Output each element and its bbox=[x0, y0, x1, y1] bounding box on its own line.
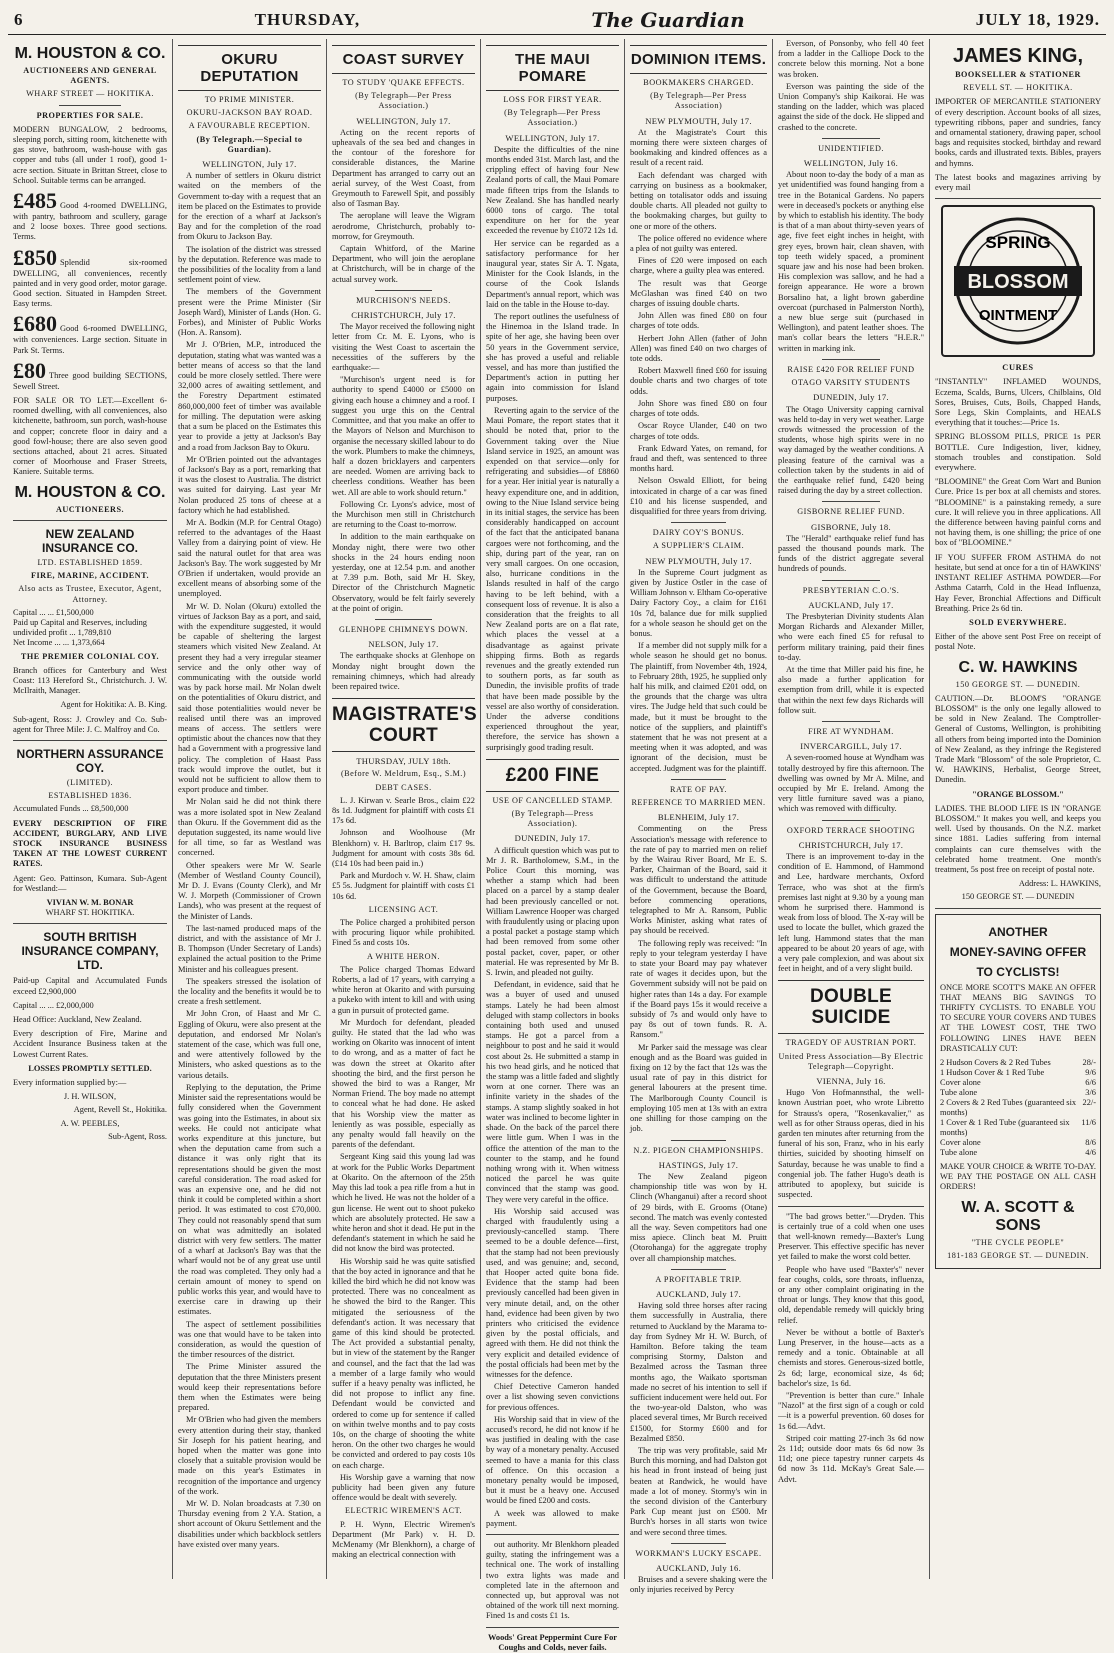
fine-para-5: His Worship said that in view of the accused's record, he did not know if he was justified in dealing with the case by way of a monetary penalty. Accused seemed to have a mania for this class of offence. On this occasion a monetary penalty would be imposed, but it must be a heavy one. Accused would be fined £200 and costs. bbox=[486, 1414, 619, 1506]
baxter-para-2: People who have used "Baxter's" never fear coughs, colds, sore throats, influenza, or any other complaint originating in the throat or lungs. They know that this good, old, dependable remedy will quickly bring relief. bbox=[778, 1264, 924, 1325]
price-row bbox=[940, 1138, 1096, 1148]
dominion-para-6: John Allen was fined £80 on four charges of tote odds. bbox=[630, 311, 767, 331]
nz-insurance-title: NEW ZEALAND INSURANCE CO. bbox=[41, 526, 138, 555]
property-5 bbox=[13, 357, 167, 392]
auckland-dateline-2: AUCKLAND, July 16. bbox=[655, 1563, 742, 1574]
maui-para-2: Her service can be regarded as a satisfactory performance for her inaugural year, states Sir A. T. Ngata, Minister for the Cook Islands, in the course of the Cook Islands Department's annual report, which was laid on the table in the House to-day. bbox=[486, 238, 619, 309]
south-british-agent-1-addr: Agent, Revell St., Hokitika. bbox=[73, 1105, 167, 1115]
columns bbox=[8, 39, 1106, 1652]
maui-para-4: Reverting again to the service of the Maui Pomare, the report states that it should be noted that, prior to the Government taking over the Niue Island service in 1925, an amount was expended on that service—only for refrigerating and subsidies—of £8860 for a year. Her initial year is naturally a heavy expenditure one, and in addition, owing to the Niue Island service being in its initial stages, the service has been considerably handicapped on account of the fact that the anticipated banana cargoes were not forthcoming, and the ship, during part of the year, ran on very small cargoes. On one occasion, also, hurricane conditions in the Islands resulted in half of the cargo having to be left behind, with a consequent loss of revenue. It is also a consideration that the freights to all New Zealand ports are on a flat rate, which places the vessel at a disadvantage as against private shipping firms. Both as regards revenues and the greatly extended run to southern ports, as far south as Dunedin, the invisible profits of trade that have been made possible by the vessel are also worthy of consideration. Under the adverse conditions experienced throughout the year, therefore, the service has shown a surprisingly good trading result. bbox=[486, 405, 619, 752]
property-3 bbox=[13, 244, 167, 310]
presbyterian-para-1: The Presbyterian Divinity students Alan Morgan Richards and Alexander Miller, who were each fined £5 for refusal to perform military training, paid their fines to-day. bbox=[778, 611, 924, 662]
court-para-3: Park and Murdoch v. W. H. Shaw, claim £5 5s. Judgment for plaintiff with costs £1 10s 6d. bbox=[332, 871, 475, 901]
blossom-emblem-icon bbox=[948, 212, 1088, 350]
coast-para-6: Following Cr. Lyons's advice, most of the Murchison men still in Christchurch are returning to the Coast to-morrow. bbox=[332, 499, 475, 530]
property-1: MODERN BUNGALOW, 2 bedrooms, sleeping porch, sitting room, kitchenette with gas stove, bathroom, wash-house with gas copper and tubs (all under 1 roof), good 1-acre section. Situate in Brittan Street, close to School. Suitable terms can be arranged. bbox=[13, 124, 167, 185]
licensing-sub: LICENSING ACT. bbox=[368, 904, 439, 914]
asthma-ad: IF YOU SUFFER FROM ASTHMA do not hesitate, but send at once for a tin of HAWKINS' INSTANT RELIEF ASTHMA POWDER—For Asthma Catarrh, Cold in the Head Influenza, Hay Fever, Bronchial Affections and Difficult Breathing. Price 2s 6d tin. bbox=[935, 552, 1101, 613]
price-item: 1 Hudson Cover & 1 Red Tube bbox=[940, 1068, 1045, 1077]
scott-address: 181-183 GEORGE ST. — DUNEDIN. bbox=[947, 1250, 1089, 1260]
magistrates-before: (Before W. Meldrum, Esq., S.M.) bbox=[340, 769, 467, 779]
nz-insurance-capital: Capital ... ... £1,500,000 bbox=[13, 607, 94, 617]
premier-colonial: THE PREMIER COLONIAL COY. bbox=[20, 651, 160, 661]
south-british-title: SOUTH BRITISH INSURANCE COMPANY, LTD. bbox=[21, 930, 159, 973]
presbyterian-sub: PRESBYTERIAN C.O.'S. bbox=[802, 585, 900, 595]
gisborne-sub: GISBORNE RELIEF FUND. bbox=[797, 507, 905, 517]
cures-heading: CURES bbox=[1002, 363, 1034, 373]
okuru-para-11: The speakers stressed the isolation of the locality and the benefits it would be to create a fresh settlement. bbox=[178, 976, 321, 1007]
post-free: Either of the above sent Post Free on receipt of postal Note. bbox=[935, 632, 1101, 652]
presbyterian-dateline: AUCKLAND, July 17. bbox=[808, 599, 894, 610]
price-value: 3/6 bbox=[1085, 1088, 1096, 1097]
scott-write-today: MAKE YOUR CHOICE & WRITE TO-DAY. WE PAY THE POSTAGE ON ALL CASH ORDERS! bbox=[940, 1162, 1096, 1192]
maui-pomare-dateline: WELLINGTON, July 17. bbox=[505, 132, 600, 143]
fine-para-1: A difficult question which was put to Mr J. R. Bartholomew, S.M., in the Police Court this morning, was whether a stamp which had been placed on a parcel by a stamp dealer had been previously cancelled or not. William Lawrence Hooper was charged with fraudulently using or placing upon a postal packet a postage stamp which had been removed from some other postal packet, cover, paper, or other material. He was represented by Mr B. S. Irwin, and pleaded not guilty. bbox=[486, 845, 619, 978]
oxford-para: There is an improvement to-day in the condition of E. Hammond, of Hammond and Lee, hardware merchants, Oxford Terrace, who was shot at the firm's premises last night at 9.30 by a young man whom he surprised there. Hammond is weak from loss of blood. The X-ray will be used to locate the bullet, which grazed the left lung. Hammond states that the man appeared to be about 20 years of age, with a very pale complexion, and was about six feet in height, and of a very slight build. bbox=[778, 852, 924, 974]
magistrates-dateline: THURSDAY, JULY 18th. bbox=[356, 756, 451, 767]
wiremen-sub: ELECTRIC WIREMEN'S ACT. bbox=[344, 1506, 463, 1516]
price-item: Tube alone bbox=[940, 1088, 978, 1097]
okuru-para-2: The isolation of the district was stressed by the deputation. Reference was made to the possibilities of the locality from a land settlement point of view. bbox=[178, 244, 321, 285]
coast-para-2: The aeroplane will leave the Wigram aerodrome, Christchurch, probably to-morrow, for Greymouth. bbox=[332, 211, 475, 241]
james-king-latest: The latest books and magazines arriving by every mail bbox=[935, 172, 1101, 193]
dominion-para-14: If a member did not supply milk for a whole season he should get no bonus. The plaintiff, from November 4th, 1924, to February 28th, 1925, he supplied only half his milk, and claimed £201 odd, on the grounds that the charge was ultra vires. The Judge held that such could be made, but it must be brought to the notice of the suppliers, and plaintiff's statement that he was not present at a meeting when it was adopted, and was ignorant of the decision, must be accepted. Judgment was for the plaintiff. bbox=[630, 641, 767, 773]
price-row bbox=[940, 1098, 1096, 1118]
property-4 bbox=[13, 313, 167, 355]
okuru-para-5: Mr O'Brien pointed out the advantages of Jackson's Bay as a port, remarking that it was the closest to Australia. The district was suited for dairying. Last year Mr Nolan produced 25 tons of cheese at a factory which he had established. bbox=[178, 454, 321, 515]
hawkins-address-street: 150 GEORGE ST. — DUNEDIN bbox=[961, 892, 1075, 902]
northern-agent: Agent: Geo. Pattinson, Kumara. Sub-Agent for Westland:— bbox=[13, 873, 167, 893]
vivian-address: WHARF ST. HOKITIKA. bbox=[45, 908, 135, 918]
masthead-date: JULY 18, 1929. bbox=[975, 10, 1100, 29]
okuru-para-14: The aspect of settlement possibilities was one that would have to be taken into consideration, as would the question of the timber resources of the district. bbox=[178, 1319, 321, 1360]
vienna-para: Hugo Von Hofmannsthal, the well-known Austrian poet, who wrote Libretto for Strauss's opera, "Rosenkavalier," as well as for other Strauss operas, died in his garden ten minutes after returning from the funeral of his son, Franz, who in his early thirties, suicided by shooting himself on Saturday, because he was unable to find a congenial job. The father Hugo's death is attributed to apoplexy, but suicide is suspected. bbox=[778, 1088, 924, 1200]
south-british-funds: Paid-up Capital and Accumulated Funds exceed £2,900,000 bbox=[13, 976, 167, 996]
ladies-para: LADIES. THE BLOOD LIFE IS IN "ORANGE BLOSSOM." It makes you well, and keeps you well. Used by thousands. On the N.Z. market since 1881. Ladies suffering from internal complaints can cure themselves with the celebrated home treatment. One month's treatment, 5s post free on receipt of postal note. bbox=[935, 803, 1101, 874]
price-item: Cover alone bbox=[940, 1138, 981, 1147]
nz-insurance-est: LTD. ESTABLISHED 1859. bbox=[37, 557, 143, 567]
nz-insurance-branch: Branch offices for Canterbury and West Coast: 113 Hereford St., Christchurch. J. W. McIlraith, Manager. bbox=[13, 665, 167, 696]
column-7 bbox=[930, 39, 1106, 1579]
dominion-para-16: The following reply was received: "In reply to your telegram yesterday I have to state your Board may pay whatever rate of wages it decides upon, but the Government subsidy will not be paid on higher rates than 14s a day. For example if the Board pays 15s it would receive a subsidy of 7s and would only have to pay 8s out of town funds. R. A. Ransom." bbox=[630, 938, 767, 1040]
properties-heading: PROPERTIES FOR SALE. bbox=[36, 110, 144, 120]
scott-heading-2: MONEY-SAVING OFFER bbox=[949, 944, 1087, 959]
caution-para: CAUTION.—Dr. BLOOM'S "ORANGE BLOSSOM" is the only one legally allowed to be sold in New Zealand. The Comptroller-General of Customs, Wellington, is prohibiting all others from being imported into the Dominion of New Zealand, as they infringe the Registered Trade Mark "Blossom" of the sole Proprietor, C. W. HAWKINS, Herbalist, George Street, Dunedin. bbox=[935, 693, 1101, 785]
column-5 bbox=[625, 39, 773, 1595]
property-2 bbox=[13, 190, 167, 243]
scott-cycle-ad bbox=[935, 914, 1101, 1269]
nz-insurance-fire: FIRE, MARINE, ACCIDENT. bbox=[30, 571, 150, 581]
wyndham-para: A seven-roomed house at Wyndham was totally destroyed by fire this afternoon. The dwelling was owned by Mr A. Milne, and occupied by Mr E. Ireland. Among the very little furniture saved was a piano, which was removed with difficulty. bbox=[778, 753, 924, 814]
okuru-sub-3: A FAVOURABLE RECEPTION. bbox=[188, 121, 311, 131]
gisborne-dateline: GISBORNE, July 18. bbox=[811, 521, 891, 532]
price-value: 22/- bbox=[1082, 1098, 1096, 1107]
dominion-para-5: The result was that George McGlashan was fined £40 on two charges of issuing double charts. bbox=[630, 278, 767, 309]
page-number: 6 bbox=[14, 10, 24, 29]
okuru-para-8: Mr Nolan said he did not think there was a more isolated spot in New Zealand than Okuru. If the Government did as the deputation suggested, its name would live for all time, so far as Westland was concerned. bbox=[178, 797, 321, 858]
price-row bbox=[940, 1088, 1096, 1098]
price-row bbox=[940, 1148, 1096, 1158]
james-king-address: REVELL ST. — HOKITIKA. bbox=[963, 83, 1073, 93]
okuru-para-9: Other speakers were Mr W. Searle (Member of Westland County Council), Mr D. J. Evans (County Clerk), and Mr W. J. Morpeth (Commissioner of Crown Lands), who was present at the request of the Minister of Lands. bbox=[178, 860, 321, 921]
otago-students-sub: OTAGO VARSITY STUDENTS bbox=[791, 378, 911, 388]
south-british-agent-2-addr: Sub-Agent, Ross. bbox=[108, 1131, 167, 1141]
glenhope-sub: GLENHOPE CHIMNEYS DOWN. bbox=[338, 624, 469, 634]
escape-para-1: Everson, of Ponsonby, who fell 40 feet from a ladder in the Calliope Dock to the concrete below this morning. Not a bone was broken. bbox=[778, 39, 924, 79]
houston-subtitle: AUCTIONEERS AND GENERAL AGENTS. bbox=[23, 66, 157, 86]
south-british-office: Head Office: Auckland, New Zealand. bbox=[13, 1014, 142, 1024]
dominion-para-2: Each defendant was charged with carrying on business as a bookmaker, betting on totalisator odds and issuing double charts. All pleaded not guilty to the bookmaking charges, but guilty to one or more of the others. bbox=[630, 170, 767, 231]
unidentified-para: About noon to-day the body of a man as yet unidentified was found hanging from a tree in the Botanical Gardens. No papers were in deceased's pockets or anything else by which to establish his identity. The body is that of a man about thirty-seven years of age, five feet eight inches in height, with grey eyes, brown hair, clean shaven, with top teeth widely spaced, a prominent square jaw and his nose had been broken. His complexion was sallow, and he had a foreign appearance. He wore a brown Borsalino hat, a light brown gaberdine overcoat (purchased in Palmerston North), a new blue serge suit (purchased in Wellington), and patent leather shoes. The man's collar bears the letters "H.E.R." written in marking ink. bbox=[778, 170, 924, 353]
auckland-dateline: AUCKLAND, July 17. bbox=[655, 1288, 742, 1299]
dominion-para-21: Bruises and a severe shaking were the only injuries received by Percy bbox=[630, 1575, 767, 1595]
woods-peppermint-ad: Woods' Great Peppermint Cure For Coughs and Colds, never fails. bbox=[487, 1632, 618, 1652]
james-king-sub: BOOKSELLER & STATIONER bbox=[955, 70, 1081, 79]
coast-survey-sub: TO STUDY 'QUAKE EFFECTS. bbox=[342, 78, 465, 87]
okuru-sub-1: TO PRIME MINISTER. bbox=[204, 95, 295, 104]
profitable-trip-sub: A PROFITABLE TRIP. bbox=[655, 1274, 742, 1284]
south-british-agent-1: J. H. WILSON, bbox=[63, 1092, 117, 1102]
vivian-name: VIVIAN W. M. BONAR bbox=[46, 897, 134, 907]
price-value: 8/6 bbox=[1085, 1138, 1096, 1147]
blossom-cures: "INSTANTLY" INFLAMED WOUNDS, Eczema, Scalds, Burns, Ulcers, Chilblains, Old Sores, Bruises, Cuts, Boils, Chapped Hands, Sore Legs, Skin Complaints, and HEALS everything that it touches:—Price 1s. bbox=[935, 377, 1101, 428]
scott-subtitle: "THE CYCLE PEOPLE" bbox=[971, 1237, 1065, 1247]
okuru-para-7: Mr W. D. Nolan (Okuru) extolled the virtues of Jackson Bay as a port, and said, with the expenditure suggested, it would be capable of sheltering the largest steamers which visited New Zealand. At present they had a very irregular steamer service and the only other way of communicating with the outside world was by pack horse mail. Mr Nolan dwelt on the potentialities of Okuru district, and said those potentialities would never be realised until there was an improved means of access. The settlers were optimistic about the chances now that they had a Government with a progressive land policy. The completion of Haast Pass track would improve the outlet, but it would not be sufficient to allow them to export produce and timber. bbox=[178, 601, 321, 795]
coast-para-3: Captain Whitford, of the Marine Department, who will join the aeroplane at Christchurch, will be in charge of the actual survey work. bbox=[332, 244, 475, 284]
dairy-bonus-sub: DAIRY COY'S BONUS. bbox=[652, 528, 745, 538]
okuru-para-4: Mr J. O'Brien, M.P., introduced the deputation, stating what was wanted was a better means of access so that the land could be more closely settled. There were 32,000 acres of awaiting settlement, and the Forestry Department estimated 860,000,000 feet of timber was available for milling. The deputation were asking that a sum be placed on the Estimates this year to provide a jetty at Jackson's Bay and a road from Jackson Bay to Okuru. bbox=[178, 340, 321, 452]
dunedin-dateline: DUNEDIN, July 17. bbox=[813, 392, 889, 403]
unidentified-sub: UNIDENTIFIED. bbox=[818, 143, 884, 153]
price-row bbox=[940, 1058, 1096, 1068]
maui-pomare-headline: THE MAUI POMARE bbox=[486, 45, 619, 91]
dominion-para-19: Having sold three horses after racing them successfully in Australia, there returned to Auckland by the Marama to-day from Sydney Mr H. W. Burch, of Hamilton. Before taking the team comprising Stormy, Dalston and Bezalmed across the Tasman three months ago, the Waikato sportsman made no secret of his intention to sell if sufficient inducement were held out. For the two-year-old Dalston, who was placed several times, Mr Burch received £1500, for Stormy £600 and for Bezalmed £850. bbox=[630, 1301, 767, 1443]
raise-relief-sub: RAISE £420 FOR RELIEF FUND bbox=[787, 364, 915, 374]
houston-title-2: M. HOUSTON & CO. bbox=[14, 483, 166, 501]
okuru-dateline: WELLINGTON, July 17. bbox=[202, 159, 297, 170]
wyndham-sub: FIRE AT WYNDHAM. bbox=[808, 726, 894, 736]
coast-para-7: In addition to the main earthquake on Monday night, there were two other shocks in the 24 hours ending noon yesterday, one at 12.54 p.m. and another at 7.39 p.m. Both, said Mr H. Skey, Director of the Christchurch Magnetic Observatory, would be felt fairly severely at the point of origin. bbox=[332, 532, 475, 613]
mckay-para: Striped coir matting 27-inch 3s 6d now 2s 11d; outside door mats 6s 6d now 3s 11d; one piece tapestry runner carpets 4s 6d now 3s 11d. McKay's Great Sale.—Advt. bbox=[778, 1433, 924, 1484]
double-suicide-credit: United Press Association—By Electric Telegraph—Copyright. bbox=[778, 1051, 924, 1071]
column-2 bbox=[173, 39, 327, 1579]
property-3-text: Splendid six-roomed DWELLING, all conveniences, recently painted and in very good order, motor garage. Good section. Situated in Hampden Street. Easy terms. bbox=[13, 257, 167, 309]
murchison-dateline: CHRISTCHURCH, July 17. bbox=[351, 310, 456, 321]
dominion-para-11: Frank Edward Yates, on remand, for fraud and theft, was sentenced to three months hard. bbox=[630, 443, 767, 474]
maui-para-1: Despite the difficulties of the nine months ended 31st. March last, and the crippling effect of having four New Zealand ports of call, the Maui Pomare made fifteen trips from the Islands to New Zealand. She has handled nearly 6000 tons of cargo. The total expenditure on her for the year exceeded the revenue by £1072 12s 1d. bbox=[486, 144, 619, 236]
court-para-10: P. H. Wynn, Electric Wiremen's Department (Mr Park) v. H. D. McMenamy (Mr Blenkhorn), a charge of making an electrical connection with bbox=[332, 1519, 475, 1560]
supplier-claim-sub: A SUPPLIER'S CLAIM. bbox=[652, 541, 745, 551]
nazol-para: "Prevention is better than cure." Inhale "Nazol" at the first sign of a cough or cold—it is a powerful prevention. 60 doses for 1s 6d.—Advt. bbox=[778, 1390, 924, 1431]
dominion-para-20: The trip was very profitable, said Mr Burch this morning, and had Dalston got his head in front instead of being just beaten at Randwick, he would have made a lot of money. Stormy's win in the second division of the Canterbury Park Cup meant just on £500. Mr Burch's horses in all starts won twice and were second three times. bbox=[630, 1445, 767, 1537]
okuru-headline: OKURU DEPUTATION bbox=[178, 45, 321, 91]
houston-address: WHARF STREET — HOKITIKA. bbox=[26, 89, 154, 99]
fine-para-2: Defendant, in evidence, said that he was a buyer of used and unused stamps. Lately he had been almost deluged with stamp collectors in books containing both used and unused stamps. He got a parcel from a neighbour to post and he said it would cost about 2s. He submitted a stamp in his two head girls, and he noticed that the stamp was a little faded and slightly worn at one corner. There was an infinite variety in the shades of the stamps. A stamp slightly soaked in hot water was inclined to become lighter in shade. On the back of the parcel there were little gum. When I was in the office the attention of the man to the counter to the stamp, and he found nothing wrong with it. When witness noticed the parcel he was quite convinced that the stamp was good. They were very careful in the office. bbox=[486, 980, 619, 1204]
price-row bbox=[940, 1078, 1096, 1088]
vienna-dateline: VIENNA, July 16. bbox=[816, 1076, 886, 1087]
pigeon-sub: N.Z. PIGEON CHAMPIONSHIPS. bbox=[633, 1145, 764, 1155]
white-heron-sub: A WHITE HERON. bbox=[366, 951, 441, 961]
oxford-sub: OXFORD TERRACE SHOOTING bbox=[786, 825, 916, 835]
okuru-sub-2: OKURU-JACKSON BAY ROAD. bbox=[186, 108, 313, 118]
price-item: Tube alone bbox=[940, 1148, 978, 1157]
okuru-para-3: The members of the Government present were the Prime Minister (Sir Joseph Ward), Minister of Lands (Hon. G. Forbes), and Minister of Public Works (Hon. A. Ransom). bbox=[178, 287, 321, 338]
northern-desc: EVERY DESCRIPTION OF FIRE ACCIDENT, BURGLARY, AND LIVE STOCK INSURANCE BUSINESS TAKEN AT THE LOWEST CURRENT RATES. bbox=[13, 818, 167, 869]
married-men-sub: REFERENCE TO MARRIED MEN. bbox=[631, 798, 766, 807]
okuru-para-10: The last-named produced maps of the district, and with the assistance of Mr J. B. Thompson (Under Secretary of Lands) explained the actual position to the Prime Minister and his colleagues present. bbox=[178, 923, 321, 974]
coast-para-4: The Mayor received the following night letter from Cr. M. E. Lyons, who is visiting the West Coast to ascertain the necessities of the sufferers by the earthquake:— bbox=[332, 322, 475, 373]
property-5-price: £80 bbox=[13, 357, 46, 383]
rate-of-pay-sub: RATE OF PAY. bbox=[670, 784, 727, 794]
supplier-dateline: NEW PLYMOUTH, July 17. bbox=[645, 555, 752, 566]
dominion-para-4: Fines of £20 were imposed on each charge, where a guilty plea was entered. bbox=[630, 256, 767, 276]
scott-heading-1: ANOTHER bbox=[988, 924, 1048, 939]
price-row bbox=[940, 1118, 1096, 1138]
okuru-para-17: Mr W. D. Nolan broadcasts at 7.30 on Thursday evening from 2 Y.A. Station, a short account of Okuru Settlement and the disabilities under which backblock settlers have existed over many years. bbox=[178, 1499, 321, 1549]
dominion-para-17: Mr Parker said the message was clear enough and as the Board was guided in fixing on 12 by the fact that 12s was the usual rate of pay in this district for general labourers at the present time. The Marlborough County Council is employing 105 men at 13s with an extra one shilling for those camping on the job. bbox=[630, 1042, 767, 1134]
northern-title: NORTHERN ASSURANCE COY. bbox=[16, 746, 164, 775]
fine-para-4: Chief Detective Cameron handed over a list showing seven convictions for previous offences. bbox=[486, 1382, 619, 1412]
double-suicide-sub: TRAGEDY OF AUSTRIAN PORT. bbox=[785, 1038, 917, 1048]
price-value: 6/6 bbox=[1085, 1078, 1096, 1087]
dominion-para-1: At the Magistrate's Court this morning there were sixteen charges of bookmaking and kindred offences as a result of a recent raid. bbox=[630, 127, 767, 168]
court-para-4: The Police charged a prohibited person with procuring liquor while prohibited. Fined 5s and costs 10s. bbox=[332, 918, 475, 948]
otago-para: The Otago University capping carnival was held to-day in very wet weather. Large crowds witnessed the procession of the students, whose high spirits were in no way damaged by the weather conditions. A pleasing feature of the carnival was a collection taken by the students in aid of the earthquake relief fund, £420 being raised during the day by a street collection. bbox=[778, 404, 924, 496]
glenhope-dateline: NELSON, July 17. bbox=[368, 639, 439, 650]
fine-headline: £200 FINE bbox=[486, 759, 619, 792]
court-para-6: Mr Murdoch for defendant, pleaded guilty. He stated that the lad who was working on Okarito was innocent of intent to do wrong, and as a matter of fact he was down the street at Okarito after shooting the bird, and the first person he showed the bird to was a Ranger, Mr Norman Friend. The boy made no attempt to conceal what he had done. He asked that his Worship view the matter as leniently as was possible, especially as any penalty would fall heavily on the parents of the defendant. bbox=[332, 1017, 475, 1150]
james-king-title: JAMES KING, bbox=[952, 45, 1084, 67]
houston-title: M. HOUSTON & CO. bbox=[14, 45, 166, 62]
dominion-para-18: The New Zealand pigeon championship title was won by H. Clinch (Whanganui) after a record shoot of 29 birds, with E. Grooms (Otane) second. The match was evenly contested all the way. Seven competitors had one miss apiece. Clinch beat M. Pruitt (Otorohanga) for the aggregate trophy over all championship matches. bbox=[630, 1171, 767, 1263]
property-4-text: Good 6-roomed DWELLING, with conveniences. Large section. Situate in Park St. Terms. bbox=[13, 324, 167, 355]
hawkins-address: 150 GEORGE ST. — DUNEDIN. bbox=[955, 679, 1081, 689]
column-1 bbox=[8, 39, 173, 1579]
okuru-credit: (By Telegraph.—Special to Guardian). bbox=[196, 134, 303, 154]
maui-para-3: The report outlines the usefulness of the Hinemoa in the Island trade. In spite of her age, she having been over 50 years in the Government service, she has proved a useful and reliable vessel, and has more than justified the Department's action in putting her again into commission for Island purposes. bbox=[486, 312, 619, 403]
dominion-items-headline: DOMINION ITEMS. bbox=[630, 45, 767, 74]
south-british-desc: Every description of Fire, Marine and Accident Insurance Business taken at the Lowest Current Rates. bbox=[13, 1029, 167, 1059]
northern-funds: Accumulated Funds ... £8,500,000 bbox=[13, 804, 129, 814]
masthead-day: THURSDAY, bbox=[254, 10, 361, 29]
escape-para-2: Everson was painting the side of the Union Company's ship Kaikorai. He was standing on the ladder, which was placed against the side of the dock. He slipped and crashed to the concrete. bbox=[778, 81, 924, 132]
okuru-para-16: Mr O'Brien who had given the members every attention during their stay, thanked Sir Joseph for his patient hearing, and hoped when the matter was gone into closely that a suitable provision would be made on this year's Estimates in recognition of the importance and urgency of the work. bbox=[178, 1415, 322, 1496]
debt-cases-sub: DEBT CASES. bbox=[375, 782, 432, 792]
gisborne-para: The "Herald" earthquake relief fund has passed the thousand pounds mark. The funds of the district aggregate several hundreds of pounds. bbox=[778, 533, 924, 574]
northern-ltd: (LIMITED). bbox=[66, 777, 114, 787]
james-king-para: IMPORTER OF MERCANTILE STATIONERY of every description. Account books of all sizes, typewriting ribbons, paper and sundries, fancy and ornamental stationery, drawing paper, school bags and requisites stocked, birthday and reward books, cards and illustrated texts. Bibles, prayers and hymns. bbox=[935, 97, 1101, 168]
orange-blossom-heading: "ORANGE BLOSSOM." bbox=[972, 789, 1064, 799]
dominion-para-7: Herbert John Allen (father of John Allen) was fined £40 on two charges of tote odds. bbox=[630, 333, 767, 364]
masthead bbox=[8, 6, 1106, 35]
hawkins-address-name: Address: L. HAWKINS, bbox=[1018, 879, 1101, 889]
baxter-para-1: "The bad grows better."—Dryden. This is certainly true of a cold when one uses that well-known remedy—Baxter's Lung Preserver. This effective specific has never yet failed to make the worst cold better. bbox=[778, 1211, 924, 1262]
south-british-losses: LOSSES PROMPTLY SETTLED. bbox=[28, 1063, 152, 1073]
property-6: FOR SALE OR TO LET.—Excellent 6-roomed dwelling, with all conveniences, also kitchenette, bathroom, sun porch, wash-house and copper; concrete floor in dairy and a good fowl-house; there are also seven good sections attached, about 21 acres. Situated corner of Moorhouse and Fraser Streets, Kaniere. Suitable terms. bbox=[13, 396, 167, 477]
dominion-para-13: In the Supreme Court judgment as given by Justice Ostler in the case of William Johnson v. Eltham Co-operative Dairy Factory Coy., a claim for £161 10s 7d, balance due for milk supplied for a whole season he should get on the bonus. bbox=[630, 567, 767, 638]
fine-dateline: DUNEDIN, July 17. bbox=[514, 833, 591, 844]
blossom-mid-text: BLOSSOM bbox=[967, 271, 1069, 294]
property-5-text: Three good building SECTIONS, Sewell Street. bbox=[13, 370, 167, 391]
wiremen-continued: out authority. Mr Blenkhorn pleaded guilty, stating the infringement was a technical one. The work of installing two extra lights was made and completed late in the afternoon and connected up, but approval was not obtained of the work till next morning. Fined 1s and costs £1 1s. bbox=[486, 1540, 619, 1621]
south-british-capital: Capital ... ... £2,000,000 bbox=[13, 1000, 94, 1010]
south-british-info: Every information supplied by:— bbox=[13, 1078, 127, 1087]
bookmakers-sub: BOOKMAKERS CHARGED. bbox=[643, 78, 754, 87]
nz-insurance-agent: Agent for Hokitika: A. B. King. bbox=[60, 700, 167, 710]
dominion-para-10: Oscar Royce Ulander, £40 on two charges of tote odds. bbox=[630, 421, 767, 441]
column-3 bbox=[327, 39, 481, 1579]
court-para-7: Sergeant King said this young lad was at work for the Public Works Department at Okarito. On the afternoon of the 25th May this lad took a pea rifle from a hut in which he lived. He was not the holder of a gun license. He went out to shoot pukeko which are absolutely protected. He saw a white heron and shot it dead. He put in the defendant's statement in which he said he did not know the bird was protected. bbox=[332, 1152, 475, 1254]
nz-insurance-paidup: Paid up Capital and Reserves, including undivided profit ... 1,789,810 bbox=[13, 617, 147, 638]
nz-insurance-subagent: Sub-agent, Ross: J. Crowley and Co. Sub-agent for Three Mile: J. C. Malfroy and Co. bbox=[13, 714, 167, 734]
fine-credit: (By Telegraph—Press Association). bbox=[511, 809, 594, 829]
court-para-9: His Worship gave a warning that now publicity had been given any future offence would be dealt with severely. bbox=[332, 1472, 475, 1503]
murchison-sub: MURCHISON'S NEEDS. bbox=[356, 295, 451, 305]
price-value: 9/6 bbox=[1085, 1068, 1096, 1077]
price-item: 2 Hudson Covers & 2 Red Tubes bbox=[940, 1058, 1051, 1067]
maui-pomare-credit: (By Telegraph—Per Press Association.) bbox=[504, 108, 601, 128]
price-item: Cover alone bbox=[940, 1078, 981, 1087]
price-item: 1 Cover & 1 Red Tube (guaranteed six months) bbox=[940, 1118, 1070, 1137]
dominion-para-15: Commenting on the Press Association's message with reference to the rate of pay to married men on relief by the Wairau River Board, Mr E. S. Parker, Chairman of the Board, said it was difficult to understand the attitude of the Government, because the Board, before commencing operations, telegraphed to Mr A. Ransom, Public Works Minister, asking what rates of pay should be received. bbox=[630, 824, 767, 936]
unidentified-dateline: WELLINGTON, July 16. bbox=[803, 158, 899, 169]
coast-survey-credit: (By Telegraph—Per Press Association.) bbox=[355, 91, 452, 111]
fine-sub: USE OF CANCELLED STAMP. bbox=[492, 795, 613, 805]
blossom-bottom-text: OINTMENT bbox=[978, 307, 1058, 325]
sold-everywhere: SOLD EVERYWHERE. bbox=[969, 617, 1067, 627]
price-row bbox=[940, 1068, 1096, 1078]
price-value: 28/- bbox=[1082, 1058, 1096, 1067]
bloomine-ad: "BLOOMINE" the Great Corn Wart and Bunion Cure. Price 1s per box at all chemists and stores. "BLOOMINE" is a painstaking remedy, a sure cure. It will relieve you in three applications. All the difference between having painful corns and not having them, is one shilling; the price of one box of "BLOOMINE." bbox=[935, 477, 1101, 548]
court-para-5: The Police charged Thomas Edward Roberts, a lad of 17 years, with carrying a white heron at Okarito and with pursuing a pukeko with intent to kill and with using a gun in pursuit of protected game. bbox=[332, 964, 475, 1015]
property-3-price: £850 bbox=[13, 244, 57, 270]
fine-para-6: A week was allowed to make payment. bbox=[486, 1508, 619, 1528]
paper-name: The Guardian bbox=[591, 8, 745, 32]
okuru-para-12: Mr John Cron, of Haast and Mr C. Eggling of Okuru, were also present at the deputation, and endorsed Mr Nolan's statement of the case, which was full one, and were attentively followed by the Ministers, who asked questions as to the various details. bbox=[178, 1009, 321, 1080]
blossom-top-text: SPRING bbox=[985, 233, 1051, 253]
houston-auctioneers: AUCTIONEERS. bbox=[55, 504, 125, 514]
scott-heading-3: TO CYCLISTS! bbox=[976, 964, 1060, 979]
dominion-credit: (By Telegraph—Per Press Association) bbox=[650, 91, 747, 111]
wyndham-dateline: INVERCARGILL, July 17. bbox=[800, 741, 902, 752]
coast-para-5: "Murchison's urgent need is for authority to spend £4000 or £5000 on giving each house a chimney and a roof. I suggest you urge this on the Central Committee, and that you make an offer to the Mayors of Nelson and Murchison to organise the necessary skilled labour to do the work. Plumbers to make the chimneys, half a dozen bricklayers and carpenters are needed. Women are arriving back to cheerless conditions. Weather has been wet. All are able to work should return." bbox=[332, 375, 475, 497]
dominion-para-3: The police offered no evidence where a plea of not guilty was entered. bbox=[630, 233, 767, 254]
column-6 bbox=[773, 39, 930, 1579]
blossom-pills: SPRING BLOSSOM PILLS, PRICE 1s PER BOTTLE. Cure Indigestion, liver, kidney, stomach troubles and constipation. Sold everywhere. bbox=[935, 432, 1101, 473]
northern-est: ESTABLISHED 1836. bbox=[48, 791, 132, 801]
court-para-1: L. J. Kirwan v. Searle Bros., claim £22 8s 1d. Judgment for plaintiff with costs £1 17s 6d. bbox=[332, 795, 475, 826]
south-british-agent-2: A. W. PEEBLES, bbox=[60, 1118, 120, 1128]
double-suicide-headline: DOUBLE SUICIDE bbox=[778, 980, 924, 1034]
okuru-para-13: Replying to the deputation, the Prime Minister said the representations would be fully considered when the Government was going into the Estimates, in about six weeks. He could not anticipate what works expenditure at this juncture, but when the deputation came from such a distance it was only right that its representations should be given the most careful consideration. The road asked for was an expensive one, and he did not think it could be completed within a short period. It was estimated to cost £70,000. They could not reasonably spend that sum on what was admittedly an isolated district with very few settlers. The matter of a wharf at Jackson's Bay was that the wharf would not be of any great use until the road was completed. They only had a certain amount of money to spend on public works this year, and would have to exercise care in drawing up their estimates. bbox=[178, 1082, 321, 1317]
dominion-para-8: Robert Maxwell fined £60 for issuing double charts and two charges of tote odds. bbox=[630, 366, 767, 396]
hastings-dateline: HASTINGS, July 17. bbox=[658, 1159, 739, 1170]
scott-price-list bbox=[940, 1058, 1096, 1158]
dominion-para-9: John Shore was fined £80 on four charges of tote odds. bbox=[630, 398, 767, 419]
spring-blossom-logo bbox=[941, 205, 1095, 357]
okuru-para-15: The Prime Minister assured the deputation that the three Ministers present would keep their representations before them when the Estimates were being prepared. bbox=[178, 1362, 321, 1413]
dominion-para-12: Nelson Oswald Elliott, for being intoxicated in charge of a car was fined £10 and his license suspended, and disqualified for three years from driving. bbox=[630, 476, 767, 516]
fine-para-3: His Worship said accused was charged with fraudulently using a previously-cancelled stamp. There seemed to be a double defence—first, that the stamp had not been previously used, and was genuine; and, second, that Hooper acted quite bona fide. Evidence that the stamp had been previously cancelled had been given in very minute detail, and, on the other hand, evidence had been given by two printers who criticised the evidence given by the postal officials, and agreed with them. He did not think the very explicit and detailed evidence of the postal officials had been met by the witnesses for the defence. bbox=[486, 1206, 619, 1379]
price-value: 4/6 bbox=[1085, 1148, 1096, 1157]
scott-name: W. A. SCOTT & SONS bbox=[961, 1198, 1075, 1234]
coast-survey-dateline: WELLINGTON, July 17. bbox=[356, 115, 451, 126]
property-2-text: Good 4-roomed DWELLING, with pantry, bathroom and scullery, garage and 2 loose boxes. Three good sections. Terms. bbox=[13, 201, 167, 242]
property-4-price: £680 bbox=[13, 311, 57, 337]
coast-para-8: The earthquake shocks at Glenhope on Monday night brought down the remaining chimneys, which had already been repaired twice. bbox=[332, 651, 475, 691]
lucky-escape-sub: WORKMAN'S LUCKY ESCAPE. bbox=[635, 1548, 762, 1558]
maui-pomare-sub: LOSS FOR FIRST YEAR. bbox=[503, 95, 602, 104]
bookmakers-dateline: NEW PLYMOUTH, July 17. bbox=[645, 115, 752, 126]
price-value: 11/6 bbox=[1081, 1118, 1096, 1127]
coast-survey-headline: COAST SURVEY bbox=[332, 45, 475, 74]
blenheim-dateline: BLENHEIM, July 17. bbox=[657, 812, 740, 823]
magistrates-headline: MAGISTRATE'S COURT bbox=[332, 698, 475, 752]
presbyterian-para-2: At the time that Miller paid his fine, he also made a further application for exemption from drill, while it is expected that within the next few days Richards will follow suit. bbox=[778, 664, 924, 715]
property-2-price: £485 bbox=[13, 188, 57, 214]
okuru-para-6: Mr A. Bodkin (M.P. for Central Otago) referred to the advantages of the Haast Valley from a dairying point of view. He said the natural outlet for that area was Jackson's Bay. The work suggested by Mr O'Brien if undertaken, would provide an excellent means of absorbing some of the unemployed. bbox=[178, 517, 321, 599]
baxter-para-3: Never be without a bottle of Baxter's Lung Preserver, in the house—acts as a remedy and a tonic. Obtainable at all chemists and stores. Generous-sized bottle, 2s 6d; large, economical size, 4s 6d; bachelor's size, 1s 6d. bbox=[778, 1327, 924, 1388]
hawkins-title: C. W. HAWKINS bbox=[958, 658, 1078, 676]
nz-insurance-income: Net Income ... ... 1,373,664 bbox=[13, 638, 105, 648]
court-para-2: Johnson and Woolhouse (Mr Blenkhorn) v. H. Barltrop, claim £17 9s. Judgment for amount with costs 38s 6d. (£14 10s had been paid in.) bbox=[332, 828, 475, 868]
court-para-8: His Worship said he was quite satisfied that the boy acted in ignorance and that he killed the bird which he did not know was protected. There was no concealment as he showed the bird to the Ranger. This mitigated the seriousness of the defendant's action. It was necessary that game of this kind should be protected. The Act provided a substantial penalty, but in view of the statement by the Ranger and counsel, and the fact that the lad was a member of a large family who would suffer if a heavy penalty was inflicted, he did not propose to inflict any fine. Defendant would be convicted and ordered to come up for sentence if called on within twelve months and to pay costs 10s, on the charge of shooting the white heron. On the other two charges he would be convicted and ordered to pay costs 10s on each charge. bbox=[332, 1256, 475, 1470]
coast-para-1: Acting on the recent reports of upheavals of the sea bed and changes in the contour of the foreshore for considerable distances, the Marine Department has arranged to carry out an aerial survey, of the West Coast, from Greymouth to Farewell Spit, and possibly also of Tasman Bay. bbox=[332, 127, 475, 209]
column-4 bbox=[481, 39, 625, 1652]
oxford-dateline: CHRISTCHURCH, July 17. bbox=[798, 839, 904, 850]
nz-insurance-trustee: Also acts as Trustee, Executor, Agent, Attorney. bbox=[18, 584, 162, 604]
price-item: 2 Covers & 2 Red Tubes (guaranteed six months) bbox=[940, 1098, 1077, 1117]
okuru-para-1: A number of settlers in Okuru district waited on the members of the Government to-day with a request that an item be placed on the Estimates to provide for the erection of a wharf at Jackson's Bay and for the completion of the road from Okuru to Jackson Bay. bbox=[178, 171, 321, 242]
scott-offer: ONCE MORE SCOTT'S MAKE AN OFFER THAT MEANS BIG SAVINGS TO THRIFTY CYCLISTS. TO ENABLE YOU TO SECURE YOUR COVERS AND TUBES AT THE LOWEST COST, THE TWO FOLLOWING LINES HAVE BEEN DRASTICALLY CUT: bbox=[940, 982, 1096, 1053]
